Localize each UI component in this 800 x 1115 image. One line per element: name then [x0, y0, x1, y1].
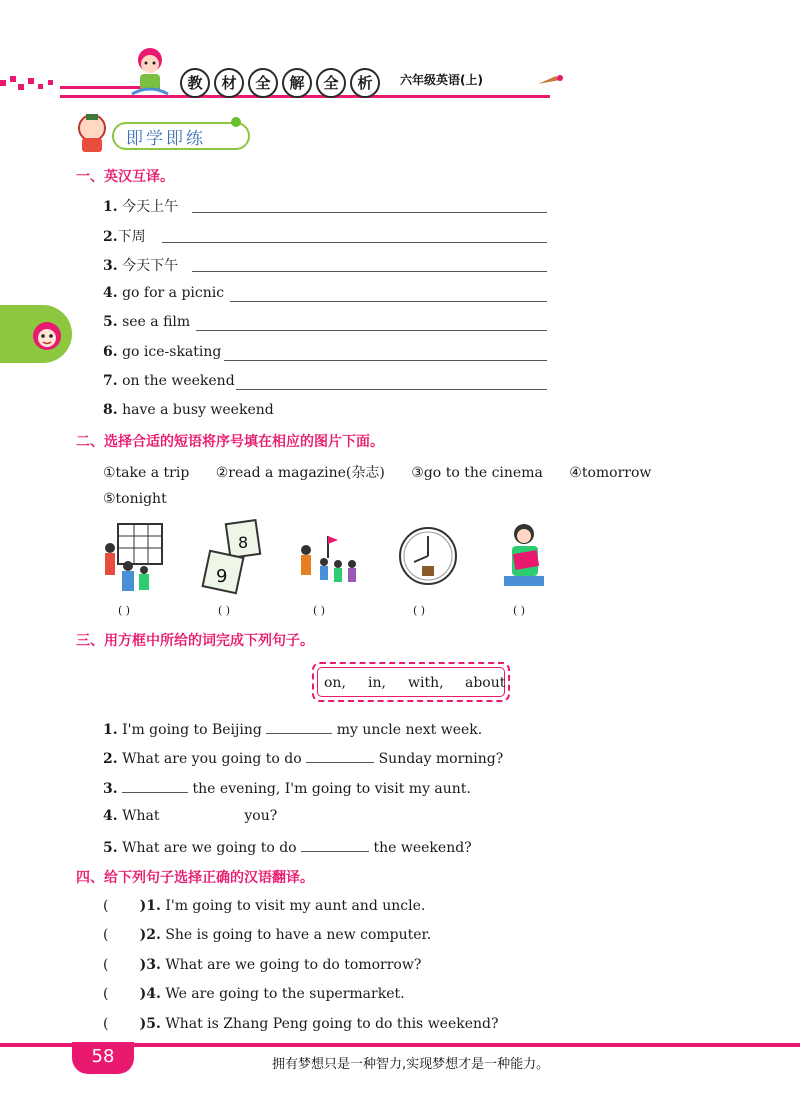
cinema-people-image	[100, 518, 170, 598]
s1-answer-line-1[interactable]	[192, 212, 547, 213]
s3-item-4: 4. What you?	[103, 808, 278, 824]
fox-face-icon	[30, 318, 64, 352]
student-mascot-icon	[72, 110, 112, 154]
s4-item-1: ( )1. I'm going to visit my aunt and uncle.	[103, 898, 426, 914]
s1-answer-line-3[interactable]	[192, 271, 547, 272]
s4-paren-5[interactable]: (	[103, 1016, 140, 1032]
s3-item-3: 3. the evening, I'm going to visit my aunt.	[103, 781, 471, 797]
title-char-5: 全	[316, 68, 346, 98]
banner-dot-icon	[231, 117, 241, 127]
girl-mascot-icon	[120, 44, 180, 100]
s1-answer-line-7[interactable]	[236, 389, 547, 390]
s2-option-1: ①take a trip	[103, 465, 190, 481]
footer-motto: 拥有梦想只是一种智力,实现梦想才是一种能力。	[272, 1057, 550, 1072]
section-1-title: 一、英汉互译。	[76, 169, 174, 185]
clock-image	[394, 518, 464, 598]
s1-answer-line-4[interactable]	[230, 301, 547, 302]
s4-paren-4[interactable]: (	[103, 986, 140, 1002]
s2-option-5: ⑤tonight	[103, 491, 167, 507]
title-char-3: 全	[248, 68, 278, 98]
s4-item-4: ( )4. We are going to the supermarket.	[103, 986, 405, 1002]
s2-answer-paren-5[interactable]: ( )	[513, 604, 526, 617]
s2-option-4: ④tomorrow	[569, 465, 652, 481]
s4-item-2: ( )2. She is going to have a new computer.	[103, 927, 432, 943]
s3-blank-1[interactable]	[266, 720, 332, 734]
s4-paren-1[interactable]: (	[103, 898, 140, 914]
title-char-1: 教	[180, 68, 210, 98]
s3-item-1: 1. I'm going to Beijing my uncle next week.	[103, 722, 483, 738]
s2-answer-paren-3[interactable]: ( )	[313, 604, 326, 617]
s2-options-row-2	[103, 491, 189, 507]
s2-options-row-1	[103, 462, 673, 482]
s3-item-2: 2. What are you going to do Sunday morning?	[103, 751, 504, 767]
s1-item-1: 1. 今天上午	[103, 199, 179, 215]
pen-icon	[536, 70, 564, 88]
s2-option-2: ②read a magazine(杂志)	[215, 465, 385, 481]
s2-option-3: ③go to the cinema	[411, 465, 543, 481]
s1-item-7: 7. on the weekend	[103, 373, 235, 389]
word-with: with,	[408, 675, 444, 691]
svg-text:9: 9	[216, 566, 228, 587]
s4-paren-3[interactable]: (	[103, 957, 140, 973]
title-char-4: 解	[282, 68, 312, 98]
s1-item-3: 3. 今天下午	[103, 258, 179, 274]
s1-answer-line-5[interactable]	[196, 330, 547, 331]
reading-woman-image	[494, 518, 564, 598]
title-char-2: 材	[214, 68, 244, 98]
s2-answer-paren-4[interactable]: ( )	[413, 604, 426, 617]
s3-blank-2[interactable]	[306, 749, 374, 763]
s1-item-8: 8. have a busy weekend	[103, 402, 274, 418]
s3-blank-5[interactable]	[301, 838, 369, 852]
s1-item-2: 2.下周	[103, 229, 146, 245]
calendar-image	[200, 518, 270, 598]
word-in: in,	[368, 675, 386, 691]
word-about: about	[465, 675, 506, 691]
word-on: on,	[324, 675, 346, 691]
practice-banner-label: 即学即练	[126, 129, 206, 149]
page-number: 58	[72, 1042, 134, 1074]
title-char-6: 析	[350, 68, 380, 98]
s3-blank-3[interactable]	[122, 779, 188, 793]
trip-group-image	[294, 518, 364, 598]
section-3-title: 三、用方框中所给的词完成下列句子。	[76, 633, 314, 649]
s1-item-4: 4. go for a picnic	[103, 285, 225, 301]
s1-item-5: 5. see a film	[103, 314, 191, 330]
s1-answer-line-6[interactable]	[224, 360, 547, 361]
section-4-title: 四、给下列句子选择正确的汉语翻译。	[76, 870, 314, 886]
s1-item-6: 6. go ice-skating	[103, 344, 222, 360]
s4-item-5: ( )5. What is Zhang Peng going to do this weekend?	[103, 1016, 499, 1032]
s2-answer-paren-2[interactable]: ( )	[218, 604, 231, 617]
s3-item-5: 5. What are we going to do the weekend?	[103, 840, 472, 856]
s2-answer-paren-1[interactable]: ( )	[118, 604, 131, 617]
book-subtitle: 六年级英语(上)	[400, 73, 483, 87]
s4-item-3: ( )3. What are we going to do tomorrow?	[103, 957, 422, 973]
s1-answer-line-2[interactable]	[162, 242, 547, 243]
section-2-title: 二、选择合适的短语将序号填在相应的图片下面。	[76, 434, 384, 450]
s4-paren-2[interactable]: (	[103, 927, 140, 943]
svg-text:8: 8	[238, 533, 249, 552]
